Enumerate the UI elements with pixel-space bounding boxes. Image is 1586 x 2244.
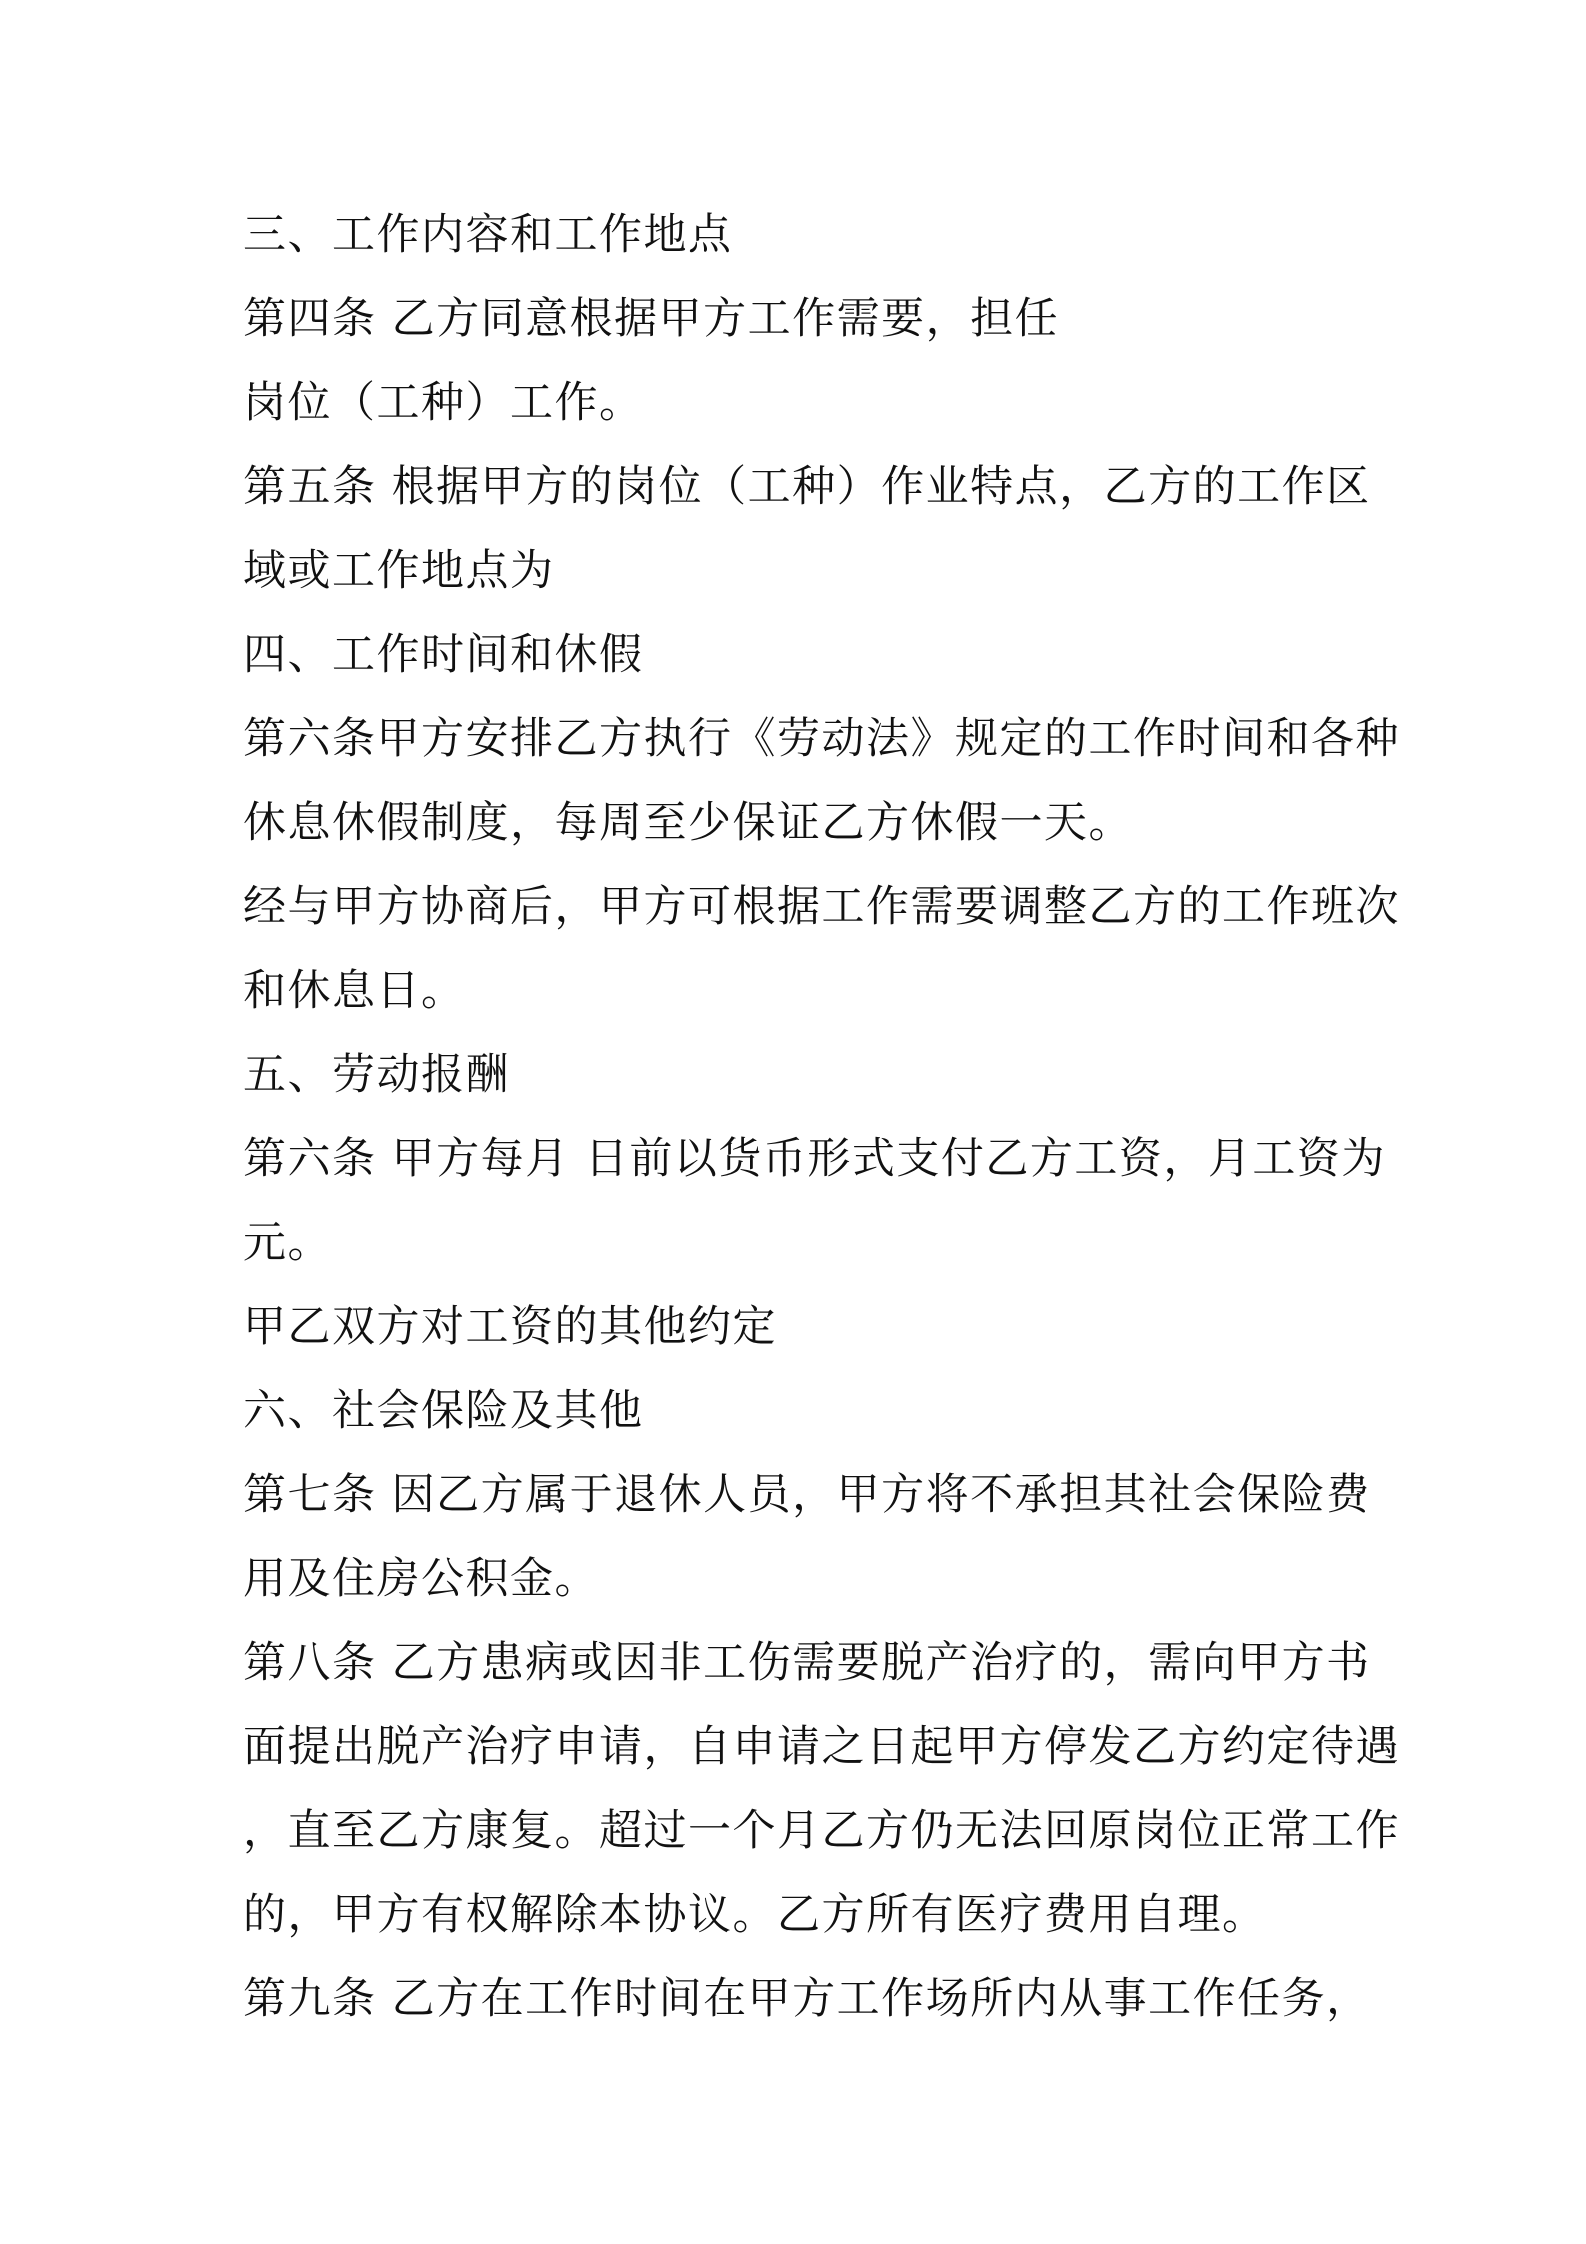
- article-8-line-3: ，直至乙方康复。超过一个月乙方仍无法回原岗位正常工作: [243, 1806, 1400, 1856]
- article-6-line-2: 休息休假制度，每周至少保证乙方休假一天。: [243, 798, 1133, 848]
- article-8-line-2: 面提出脱产治疗申请，自申请之日起甲方停发乙方约定待遇: [243, 1722, 1400, 1772]
- section-heading-work-content: 三、工作内容和工作地点: [243, 210, 733, 260]
- article-7-line-1: 第七条 因乙方属于退休人员，甲方将不承担其社会保险费: [243, 1470, 1371, 1520]
- paragraph-wage-agreement: 甲乙双方对工资的其他约定: [243, 1302, 777, 1352]
- section-heading-remuneration: 五、劳动报酬: [243, 1050, 510, 1100]
- paragraph-shift-adjust-line-2: 和休息日。: [243, 966, 466, 1016]
- article-4-line-2: 岗位（工种）工作。: [243, 378, 644, 428]
- article-9-line-1: 第九条 乙方在工作时间在甲方工作场所内从事工作任务，: [243, 1974, 1371, 2024]
- article-6-line-1: 第六条甲方安排乙方执行《劳动法》规定的工作时间和各种: [243, 714, 1400, 764]
- article-7-line-2: 用及住房公积金。: [243, 1554, 599, 1604]
- document-body: [243, 193, 1400, 2041]
- article-5-line-1: 第五条 根据甲方的岗位（工种）作业特点，乙方的工作区: [243, 462, 1371, 512]
- section-heading-work-time: 四、工作时间和休假: [243, 630, 644, 680]
- paragraph-shift-adjust-line-1: 经与甲方协商后，甲方可根据工作需要调整乙方的工作班次: [243, 882, 1400, 932]
- article-8-line-1: 第八条 乙方患病或因非工伤需要脱产治疗的，需向甲方书: [243, 1638, 1371, 1688]
- article-8-line-4: 的，甲方有权解除本协议。乙方所有医疗费用自理。: [243, 1890, 1267, 1940]
- article-5-line-2: 域或工作地点为: [243, 546, 555, 596]
- article-6b-line-1: 第六条 甲方每月 日前以货币形式支付乙方工资，月工资为: [243, 1134, 1386, 1184]
- article-4-line-1: 第四条 乙方同意根据甲方工作需要，担任: [243, 294, 1060, 344]
- article-6b-line-2: 元。: [243, 1218, 332, 1268]
- section-heading-social-insurance: 六、社会保险及其他: [243, 1386, 644, 1436]
